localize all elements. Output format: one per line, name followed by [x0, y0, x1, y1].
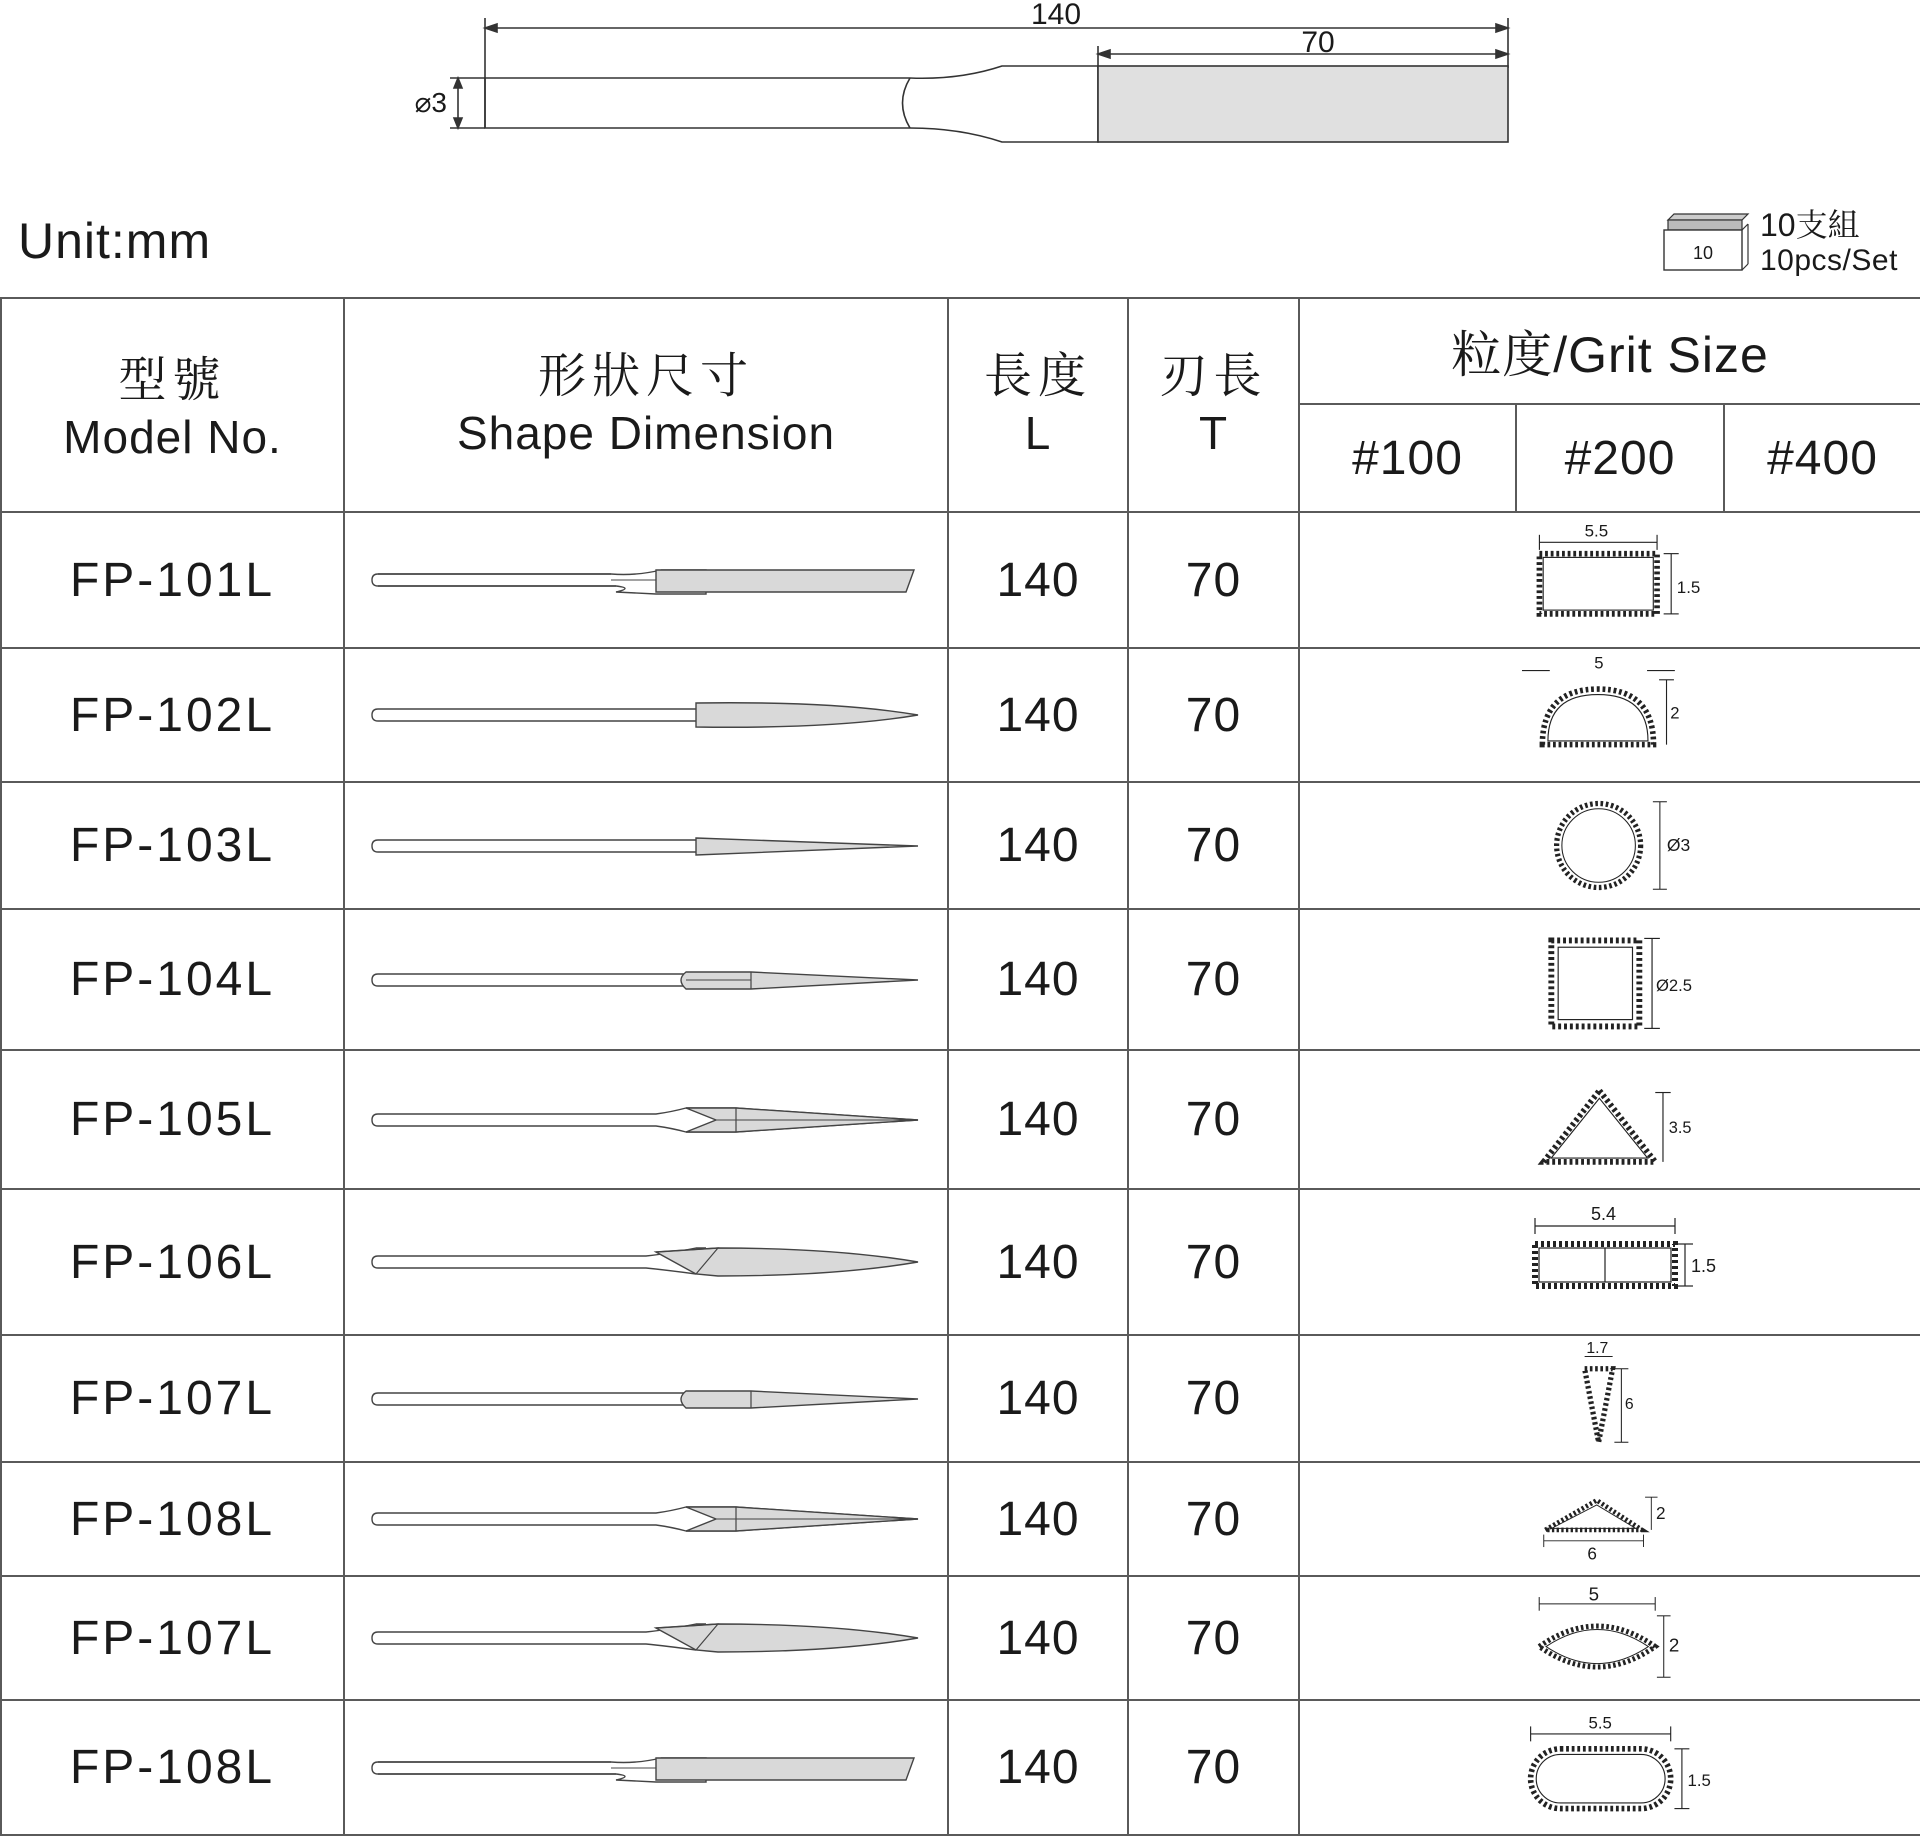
- cross-section-cell: [1299, 1462, 1920, 1576]
- set-box-icon: [1660, 210, 1750, 272]
- file-shape-drawing: [366, 952, 926, 1008]
- model-cell: FP-107L: [1, 1576, 344, 1700]
- shape-cell: [344, 1335, 948, 1462]
- top-dimension-drawing: [0, 0, 1920, 160]
- header-shape-zh: 形狀尺寸: [537, 350, 754, 403]
- cross-section-drawing: [1495, 913, 1725, 1046]
- diameter-label: ⌀3: [414, 87, 447, 118]
- file-shape-drawing: [366, 1234, 926, 1290]
- header-length-zh: 長度: [983, 350, 1092, 403]
- model-cell: FP-108L: [1, 1462, 344, 1576]
- cross-section-cell: [1299, 648, 1920, 782]
- tip-length-cell: 70: [1128, 782, 1299, 909]
- length-cell: 140: [948, 909, 1128, 1050]
- table-row: [1, 1462, 1920, 1576]
- section-dim-label: 2: [1668, 1634, 1680, 1656]
- tip-length-cell: 70: [1128, 1462, 1299, 1576]
- length-cell: 140: [948, 1050, 1128, 1189]
- shape-cell: [344, 648, 948, 782]
- model-cell: FP-106L: [1, 1189, 344, 1335]
- tip-length-cell: 70: [1128, 1335, 1299, 1462]
- tip-length-cell: 70: [1128, 1700, 1299, 1835]
- model-cell: FP-105L: [1, 1050, 344, 1189]
- file-shape-drawing: [366, 1092, 926, 1148]
- file-shape-drawing: [366, 818, 926, 874]
- table-row: [1, 1700, 1920, 1835]
- shape-cell: [344, 1576, 948, 1700]
- header-model: [1, 298, 344, 512]
- table-row: [1, 512, 1920, 648]
- header-grit-200: #200: [1516, 404, 1724, 512]
- header-length: [948, 298, 1128, 512]
- shape-cell: [344, 1189, 948, 1335]
- model-cell: FP-108L: [1, 1700, 344, 1835]
- cross-section-drawing: [1495, 1466, 1725, 1572]
- header-length-sym: L: [1024, 407, 1052, 459]
- file-shape-drawing: [366, 1491, 926, 1547]
- cross-section-drawing: [1495, 516, 1725, 644]
- set-box-number: 10: [1692, 243, 1714, 263]
- section-dim-label: 2: [1670, 703, 1680, 723]
- cross-section-cell: [1299, 1700, 1920, 1835]
- cross-section-drawing: [1495, 1704, 1725, 1831]
- tip-length-cell: 70: [1128, 1050, 1299, 1189]
- shape-cell: [344, 1050, 948, 1189]
- table-row: [1, 1335, 1920, 1462]
- cross-section-cell: [1299, 1335, 1920, 1462]
- unit-label: Unit:mm: [18, 213, 212, 269]
- section-dim-label: 1.5: [1687, 1771, 1711, 1791]
- cross-section-cell: [1299, 1189, 1920, 1335]
- cross-section-cell: [1299, 512, 1920, 648]
- cross-section-drawing: [1495, 1339, 1725, 1458]
- section-dim-label: 1.5: [1676, 578, 1701, 598]
- section-dim-label: 6: [1587, 1543, 1597, 1564]
- length-cell: 140: [948, 512, 1128, 648]
- section-dim-label: 2: [1655, 1503, 1666, 1523]
- tip-length-cell: 70: [1128, 512, 1299, 648]
- section-dim-label: 6: [1624, 1396, 1634, 1413]
- header-grit-400: #400: [1724, 404, 1920, 512]
- header-tip-zh: 刃長: [1159, 350, 1268, 403]
- length-cell: 140: [948, 1700, 1128, 1835]
- header-model-en: Model No.: [63, 411, 282, 463]
- section-dim-label: 3.5: [1668, 1118, 1692, 1137]
- file-shape-drawing: [366, 1371, 926, 1427]
- total-length-label: 140: [1030, 0, 1082, 31]
- cross-section-cell: [1299, 909, 1920, 1050]
- header-model-zh: 型號: [118, 354, 227, 407]
- length-cell: 140: [948, 1576, 1128, 1700]
- shape-cell: [344, 512, 948, 648]
- cross-section-drawing: [1495, 1580, 1725, 1696]
- shape-cell: [344, 1700, 948, 1835]
- length-cell: 140: [948, 1189, 1128, 1335]
- section-dim-label: 1.5: [1691, 1256, 1717, 1276]
- section-dim-label: 5.4: [1591, 1204, 1617, 1224]
- section-dim-label: 5: [1594, 653, 1604, 673]
- section-dim-label: Ø3: [1666, 834, 1691, 855]
- header-shape: [344, 298, 948, 512]
- tip-length-cell: 70: [1128, 648, 1299, 782]
- model-cell: FP-101L: [1, 512, 344, 648]
- shape-cell: [344, 1462, 948, 1576]
- table-row: [1, 1189, 1920, 1335]
- model-cell: FP-107L: [1, 1335, 344, 1462]
- model-cell: FP-104L: [1, 909, 344, 1050]
- cross-section-cell: [1299, 1576, 1920, 1700]
- shape-cell: [344, 782, 948, 909]
- section-dim-label: 5: [1588, 1583, 1600, 1605]
- set-label-en: 10pcs/Set: [1760, 244, 1898, 277]
- header-tip-sym: T: [1198, 407, 1229, 459]
- header-shape-en: Shape Dimension: [456, 407, 836, 459]
- model-cell: FP-102L: [1, 648, 344, 782]
- length-cell: 140: [948, 782, 1128, 909]
- header-tip: [1128, 298, 1299, 512]
- shape-cell: [344, 909, 948, 1050]
- length-cell: 140: [948, 1335, 1128, 1462]
- cross-section-cell: [1299, 1050, 1920, 1189]
- header-grit-100: #100: [1299, 404, 1516, 512]
- cross-section-drawing: [1495, 786, 1725, 905]
- section-dim-label: Ø2.5: [1655, 976, 1692, 996]
- table-row: [1, 648, 1920, 782]
- file-shape-drawing: [366, 552, 926, 608]
- length-cell: 140: [948, 648, 1128, 782]
- header-grit: 粒度/Grit Size: [1299, 298, 1920, 404]
- file-shape-drawing: [366, 687, 926, 743]
- table-row: [1, 909, 1920, 1050]
- file-shape-drawing: [366, 1740, 926, 1796]
- cross-section-drawing: [1495, 1193, 1725, 1331]
- set-label-zh: 10支組: [1760, 207, 1860, 243]
- tip-length-label: 70: [1301, 26, 1335, 59]
- section-dim-label: 5.5: [1584, 521, 1609, 541]
- length-cell: 140: [948, 1462, 1128, 1576]
- spec-table: [0, 297, 1920, 1836]
- table-row: [1, 1576, 1920, 1700]
- section-dim-label: 1.7: [1586, 1340, 1609, 1357]
- cross-section-cell: [1299, 782, 1920, 909]
- model-cell: FP-103L: [1, 782, 344, 909]
- tip-length-cell: 70: [1128, 1576, 1299, 1700]
- tip-length-cell: 70: [1128, 909, 1299, 1050]
- cross-section-drawing: [1495, 1054, 1725, 1185]
- table-row: [1, 782, 1920, 909]
- section-dim-label: 5.5: [1588, 1713, 1612, 1733]
- cross-section-drawing: [1495, 652, 1725, 778]
- tip-length-cell: 70: [1128, 1189, 1299, 1335]
- table-row: [1, 1050, 1920, 1189]
- file-shape-drawing: [366, 1610, 926, 1666]
